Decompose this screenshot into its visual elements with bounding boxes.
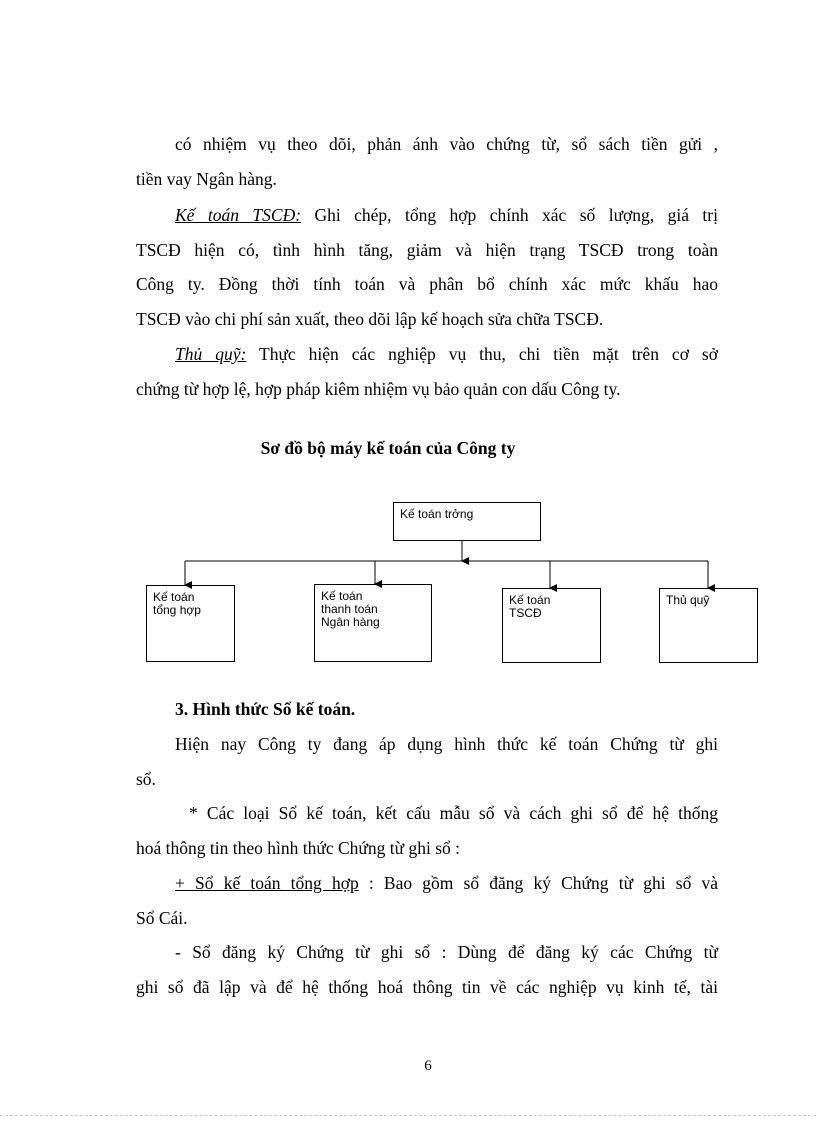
paragraph-line: hoá thông tin theo hình thức Chứng từ ghi sổ : (136, 838, 460, 858)
paragraph-line: chứng từ hợp lệ, hợp pháp kiêm nhiệm vụ bảo quản con dấu Công ty. (136, 379, 621, 399)
box-label: Kế toán (509, 593, 551, 607)
box-ke-toan-truong (393, 502, 541, 541)
box-label: thanh toán (321, 602, 378, 616)
paragraph-line (175, 873, 718, 893)
box-label: Kế toán (321, 589, 363, 603)
paragraph-line (175, 344, 718, 364)
box-ke-toan-tscd (502, 588, 601, 663)
box-label: Thủ quỹ (666, 593, 710, 607)
paragraph-line: TSCĐ hiện có, tình hình tăng, giảm và hiện trạng TSCĐ trong toàn (136, 240, 718, 260)
box-label: tổng hợp (153, 603, 201, 617)
paragraph-text: Thực hiện các nghiệp vụ thu, chi tiền mặt trên cơ sở (246, 344, 718, 364)
page-bottom-rule (0, 1115, 816, 1116)
box-ke-toan-tong-hop (146, 585, 235, 662)
box-label: TSCĐ (509, 606, 542, 620)
label-ke-toan-tscd: Kế toán TSCĐ: (175, 205, 302, 225)
label-so-ke-toan-tong-hop: + Sổ kế toán tổng hợp (175, 873, 359, 893)
paragraph-line: TSCĐ vào chi phí sản xuất, theo dõi lập kế hoạch sửa chữa TSCĐ. (136, 309, 604, 329)
section-heading: 3. Hình thức Sổ kế toán. (175, 699, 356, 719)
paragraph-line: Công ty. Đồng thời tính toán và phân bổ chính xác mức khấu hao (136, 274, 718, 294)
paragraph-line: Sổ Cái. (136, 908, 188, 928)
page-number: 6 (424, 1058, 432, 1074)
paragraph-line (175, 205, 718, 225)
paragraph-line: Hiện nay Công ty đang áp dụng hình thức kế toán Chứng từ ghi (175, 734, 718, 754)
box-label: Ngân hàng (321, 615, 380, 629)
paragraph-text: Ghi chép, tổng hợp chính xác số lượng, giá trị (301, 205, 718, 225)
box-label: Kế toán (153, 590, 195, 604)
paragraph-line: có nhiệm vụ theo dõi, phản ánh vào chứng từ, sổ sách tiền gửi , (175, 134, 718, 154)
paragraph-line: * Các loại Sổ kế toán, kết cấu mẫu sổ và cách ghi sổ để hệ thống (189, 803, 718, 823)
paragraph-line: sổ. (136, 769, 156, 789)
paragraph-line: - Sổ đăng ký Chứng từ ghi sổ : Dùng để đăng ký các Chứng từ (175, 942, 718, 962)
paragraph-line: tiền vay Ngân hàng. (136, 169, 277, 189)
paragraph-line: ghi sổ đã lập và để hệ thống hoá thông tin về các nghiệp vụ kinh tế, tài (136, 977, 718, 997)
label-thu-quy: Thủ quỹ: (175, 344, 247, 364)
box-thu-quy (659, 588, 758, 663)
box-ke-toan-thanh-toan (314, 584, 432, 662)
paragraph-text: : Bao gồm sổ đăng ký Chứng từ ghi sổ và (358, 873, 719, 893)
box-label: Kế toán trởng (400, 507, 474, 521)
diagram-title: Sơ đồ bộ máy kế toán của Công ty (260, 438, 516, 458)
